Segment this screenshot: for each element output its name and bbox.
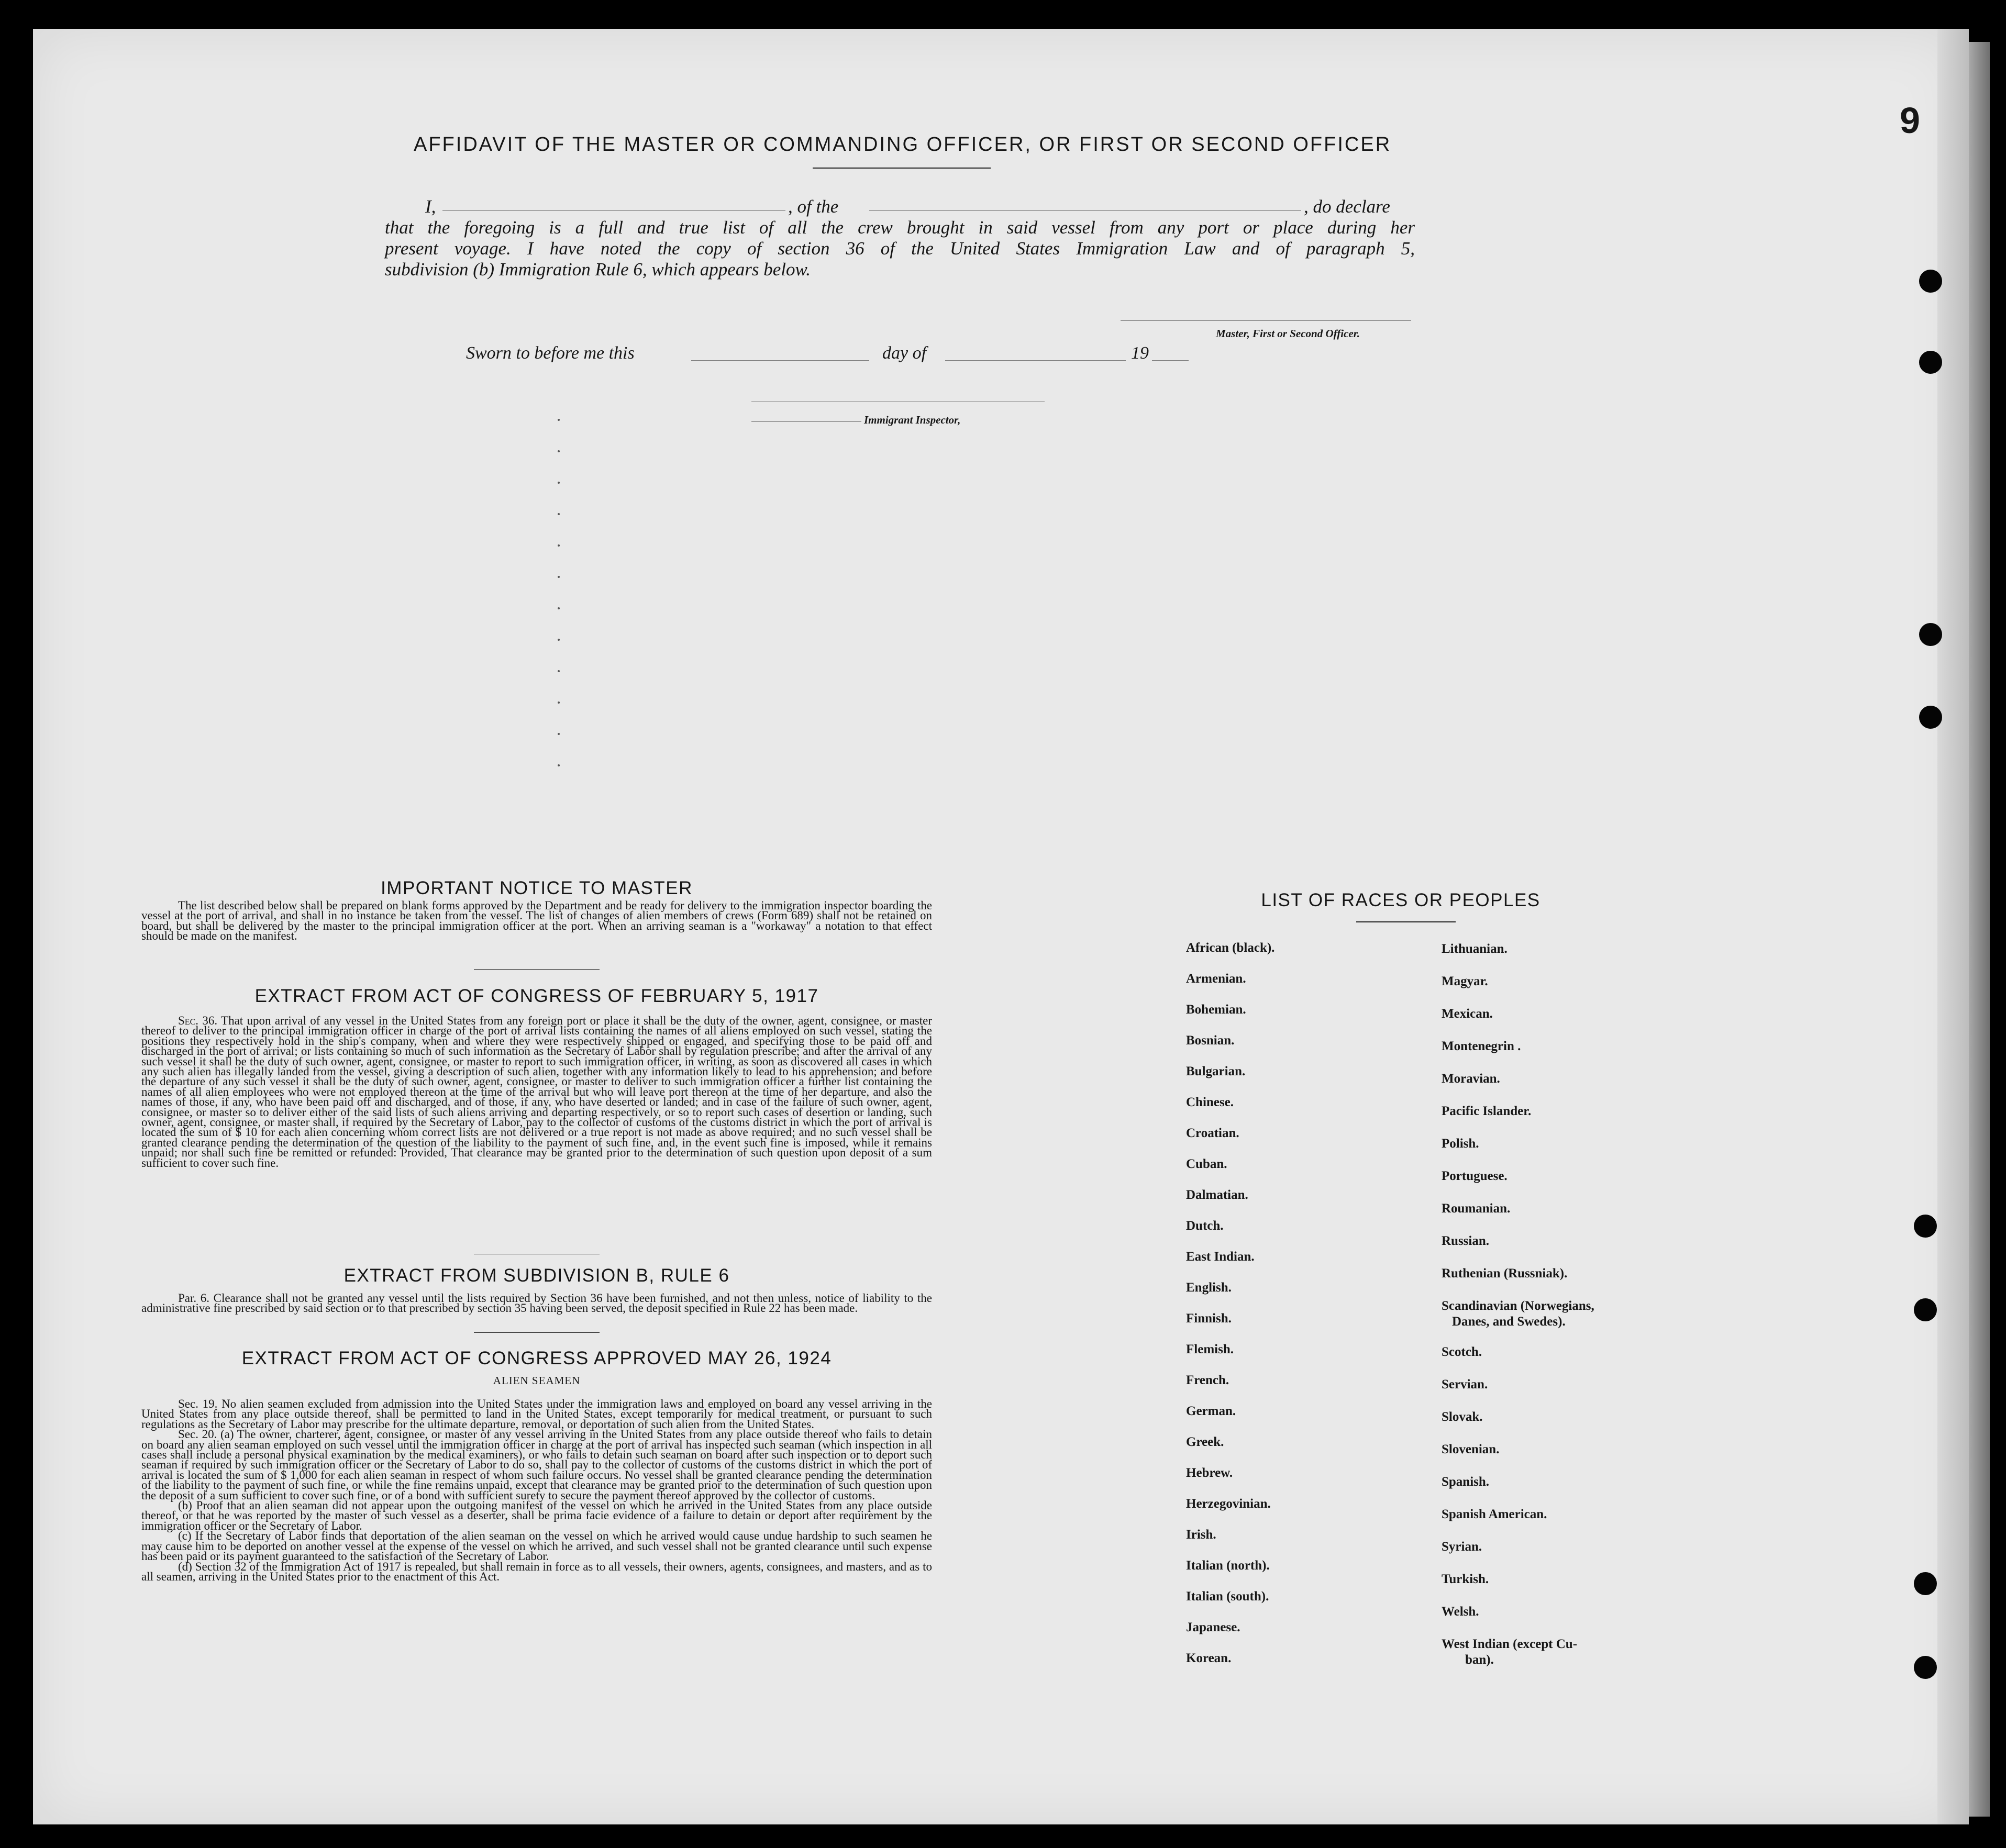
notice-body — [141, 900, 932, 941]
punch-hole — [1919, 623, 1942, 646]
extract-1917-body — [141, 1016, 932, 1168]
race-item: Portuguese. — [1442, 1169, 1508, 1183]
race-item: Italian (north). — [1186, 1558, 1270, 1573]
affidavit-line-3: present voyage. I have noted the copy of section 36 of the United States Immigration Law and of paragraph 5, — [385, 238, 1415, 259]
affidavit-title: AFFIDAVIT OF THE MASTER OR COMMANDING OFFICER, OR FIRST OR SECOND OFFICER — [414, 133, 1392, 155]
race-item: Roumanian. — [1442, 1201, 1511, 1216]
page-edge — [1937, 29, 1969, 1824]
affidavit-do-declare: , do declare — [1304, 196, 1390, 217]
signature-label: Master, First or Second Officer. — [1216, 327, 1360, 340]
extract-1924-para: Sec. 19. No alien seamen excluded from admission into the United States under the immigration laws and employed on board any vessel arriving in the United States from any place outside thereof, shall be permitted to land in the United States, except temporarily for medical treatment, or pursuant to such regulations as the Secretary of Labor may prescribe for the ultimate departure, removal, or deportation of such alien from the United States. — [141, 1397, 932, 1431]
race-item: Bosnian. — [1186, 1033, 1235, 1048]
race-item: Bulgarian. — [1186, 1064, 1246, 1078]
races-title: LIST OF RACES OR PEOPLES — [1261, 890, 1540, 910]
race-item: German. — [1186, 1404, 1236, 1418]
extract-1924-title: EXTRACT FROM ACT OF CONGRESS APPROVED MAY 26, 1924 — [241, 1348, 832, 1368]
day-of-label: day of — [882, 343, 927, 363]
race-item: Dutch. — [1186, 1219, 1224, 1233]
race-item: East Indian. — [1186, 1250, 1255, 1264]
race-item: Slovenian. — [1442, 1442, 1500, 1456]
race-item: Scotch. — [1442, 1345, 1482, 1359]
race-item: Chinese. — [1186, 1095, 1234, 1109]
extract-1924-para: Sec. 20. (a) The owner, charterer, agent, consignee, or master of any vessel arriving in the United States from any place outside thereof who fails to detain on board any alien seaman employed on such vessel until the immigration officer in charge at the port of arrival has inspected such seaman (which inspection in all cases shall include a personal physical examination by the medical examiners), or who fails to detain such seaman on board after such inspection or to deport such seaman if required by such immigration officer or the Secretary of Labor to do so, shall pay to the collector of customs of the customs district in which the port of arrival is located the sum of $ 1,000 for each alien seaman in respect of whom such failure occurs. No vessel shall be granted clearance pending the determination of the liability to the payment of such fine, or while the fine remains unpaid, except that clearance may be granted prior to the determination of such question upon the deposit of a sum sufficient to cover such fine, or of a bond with sufficient surety to secure the payment thereof approved by the collector of customs. — [141, 1428, 932, 1502]
race-item: Scandinavian (Norwegians, — [1442, 1299, 1594, 1313]
inspector-signature-line — [751, 421, 861, 422]
race-item: Irish. — [1186, 1528, 1216, 1542]
sworn-label: Sworn to before me this — [466, 343, 635, 363]
race-item: Bohemian. — [1186, 1003, 1246, 1017]
punch-hole — [1919, 270, 1942, 293]
notice-text: The list described below shall be prepared on blank forms approved by the Department and be ready for delivery to the immigration inspector boarding the vessel at the port of arrival, and shall in no instance be taken from the vessel. The list of changes of alien members of crews (Form 689) shall not be retained on board, but shall be delivered by the master to the principal immigration officer at the port. When an arriving seaman is a "workaway" a notation to that effect should be made on the manifest. — [141, 899, 932, 943]
extract-1924-subtitle: ALIEN SEAMEN — [493, 1374, 581, 1387]
race-item: Herzegovinian. — [1186, 1497, 1271, 1511]
faint-mark — [558, 450, 560, 452]
faint-mark — [558, 639, 560, 641]
faint-mark — [558, 702, 560, 704]
sworn-year-line — [1152, 360, 1189, 361]
affidavit-i-label: I, — [425, 196, 436, 217]
extract-1917-text: That upon arrival of any vessel in the United States from any foreign port or place it shall be the duty of the owner, agent, consignee, or master thereof to deliver to the principal immigration officer in charge of the port of arrival lists containing the names of all aliens employed on such vessel, stating the positions they respectively hold in the ship's company, when and where they were respectively shipped or engaged, and specifying those to be paid off and discharged in the port of arrival; or lists containing so much of such information as the Secretary of Labor shall by regulation prescribe; and after the arrival of any such vessel it shall be the duty of such owner, agent, consignee, or master to report to such immigration officer, in writing, as soon as discovered all cases in which any such alien has illegally landed from the vessel, giving a description of such alien, together with any information likely to lead to his apprehension; and before the departure of any such vessel it shall be the duty of such owner, agent, consignee, or master to deliver to such immigration officer a further list containing the names of all alien employees who were not employed thereon at the time of the arrival but who will leave port thereon at the time of her departure, and also the names of those, if any, who have been paid off and discharged, and of those, if any, who have deserted or landed; and in case of the failure of such owner, agent, consignee, or master so to deliver either of the said lists of such aliens arriving and departing respectively, or so to report such cases of desertion or landing, such owner, agent, consignee, or master shall, if required by the Secretary of Labor, pay to the collector of customs of the customs district in which the port of arrival is located the sum of $ 10 for each alien concerning whom correct lists are not delivered or a true report is not made as above required; and no such vessel shall be granted clearance pending the determination of the question of the liability to the payment of such fine, and, in the event such fine is imposed, while it remains unpaid; nor shall such fine be remitted or refunded: Provided, That clearance may be granted prior to the determination of such question upon deposit of a sum sufficient to cover such fine. — [141, 1014, 932, 1170]
punch-hole — [1914, 1572, 1937, 1595]
race-item: Moravian. — [1442, 1072, 1500, 1086]
subdivision-b-title: EXTRACT FROM SUBDIVISION B, RULE 6 — [343, 1265, 730, 1286]
inspector-label: Immigrant Inspector, — [864, 414, 961, 426]
races-title-underline — [1356, 921, 1456, 922]
subdivision-b-body — [141, 1293, 932, 1313]
race-item: ban). — [1465, 1653, 1494, 1667]
affidavit-of-the-label: , of the — [788, 196, 839, 217]
race-item: Croatian. — [1186, 1126, 1239, 1140]
extract-1917-sec-label: Sec. 36. — [178, 1014, 218, 1027]
faint-mark — [558, 670, 560, 672]
punch-hole — [1919, 351, 1942, 374]
race-item: English. — [1186, 1281, 1232, 1295]
race-item: Turkish. — [1442, 1572, 1489, 1586]
punch-hole — [1914, 1215, 1937, 1238]
race-item: Flemish. — [1186, 1342, 1234, 1356]
faint-mark — [558, 607, 560, 609]
faint-mark — [558, 419, 560, 421]
faint-mark — [558, 513, 560, 515]
race-item: Armenian. — [1186, 972, 1246, 986]
punch-hole — [1914, 1298, 1937, 1321]
race-item: Slovak. — [1442, 1410, 1483, 1424]
extract-1924-body — [141, 1399, 932, 1582]
extract-1917-title: EXTRACT FROM ACT OF CONGRESS OF FEBRUARY 5, 1917 — [254, 986, 819, 1006]
race-item: Montenegrin . — [1442, 1039, 1521, 1053]
faint-mark — [558, 482, 560, 484]
race-item: Polish. — [1442, 1137, 1479, 1151]
race-item: Cuban. — [1186, 1157, 1227, 1171]
extract-1924-para: (d) Section 32 of the Immigration Act of 1917 is repealed, but shall remain in force as to all vessels, their owners, agents, consignees, and masters, and as to all seamen, arriving in the United States prior to the enactment of this Act. — [141, 1560, 932, 1583]
race-item: Welsh. — [1442, 1605, 1479, 1619]
race-item: French. — [1186, 1373, 1229, 1387]
page-edge-shadow — [1969, 42, 1990, 1817]
race-item: Hebrew. — [1186, 1466, 1233, 1480]
title-underline — [813, 168, 991, 169]
vessel-field-line — [869, 210, 1301, 211]
name-field-line — [442, 210, 785, 211]
race-item: Syrian. — [1442, 1540, 1482, 1554]
notice-title: IMPORTANT NOTICE TO MASTER — [381, 878, 693, 898]
race-item: Finnish. — [1186, 1311, 1232, 1326]
sworn-day-line — [691, 360, 869, 361]
page-number: 9 — [1900, 100, 1920, 141]
subdivision-b-text: Par. 6. Clearance shall not be granted any vessel until the lists required by Section 36 have been furnished, and not then unless, notice of liability to the administrative fine prescribed by said section or to that prescribed by section 35 having been served, the deposit specified in Rule 22 has been made. — [141, 1292, 932, 1315]
notice-divider — [474, 969, 600, 970]
race-item: Mexican. — [1442, 1007, 1493, 1021]
faint-mark — [558, 544, 560, 547]
race-item: Servian. — [1442, 1377, 1488, 1391]
punch-hole — [1914, 1656, 1937, 1679]
subdivision-b-divider — [474, 1332, 600, 1333]
race-item: Ruthenian (Russniak). — [1442, 1266, 1568, 1281]
extract-1924-para: (b) Proof that an alien seaman did not appear upon the outgoing manifest of the vessel on which he arrived in the United States from any place outside thereof, or that he was reported by the master of such vessel as a deserter, shall be prima facie evidence of a failure to detain or deport after requirement by the immigration officer or the Secretary of Labor. — [141, 1499, 932, 1532]
race-item: Japanese. — [1186, 1620, 1240, 1634]
year-label: 19 — [1131, 343, 1149, 363]
race-item: Spanish. — [1442, 1475, 1490, 1489]
punch-hole — [1919, 706, 1942, 729]
race-item: African (black). — [1186, 941, 1275, 955]
race-item: West Indian (except Cu- — [1442, 1637, 1578, 1651]
race-item: Danes, and Swedes). — [1452, 1315, 1566, 1329]
race-item: Dalmatian. — [1186, 1188, 1248, 1202]
extract-1924-para: (c) If the Secretary of Labor finds that deportation of the alien seaman on the vessel on which he arrived would cause undue hardship to such seamen he may cause him to be deported on another vessel at the expense of the vessel on which he arrived, and such vessel shall not be granted clearance until such expense has been paid or its payment guaranteed to the satisfaction of the Secretary of Labor. — [141, 1529, 932, 1563]
race-item: Lithuanian. — [1442, 942, 1508, 956]
race-item: Italian (south). — [1186, 1589, 1269, 1604]
faint-mark — [558, 764, 560, 766]
race-item: Korean. — [1186, 1651, 1232, 1665]
affidavit-line-4: subdivision (b) Immigration Rule 6, which appears below. — [385, 259, 811, 280]
affidavit-line-2: that the foregoing is a full and true list of all the crew brought in said vessel from any port or place during her — [385, 217, 1415, 238]
signature-line — [1121, 320, 1411, 321]
faint-mark — [558, 576, 560, 578]
race-item: Greek. — [1186, 1435, 1224, 1449]
race-item: Magyar. — [1442, 974, 1488, 988]
sworn-month-line — [945, 360, 1126, 361]
race-item: Pacific Islander. — [1442, 1104, 1532, 1118]
race-item: Russian. — [1442, 1234, 1490, 1248]
race-item: Spanish American. — [1442, 1507, 1547, 1521]
faint-mark — [558, 733, 560, 735]
